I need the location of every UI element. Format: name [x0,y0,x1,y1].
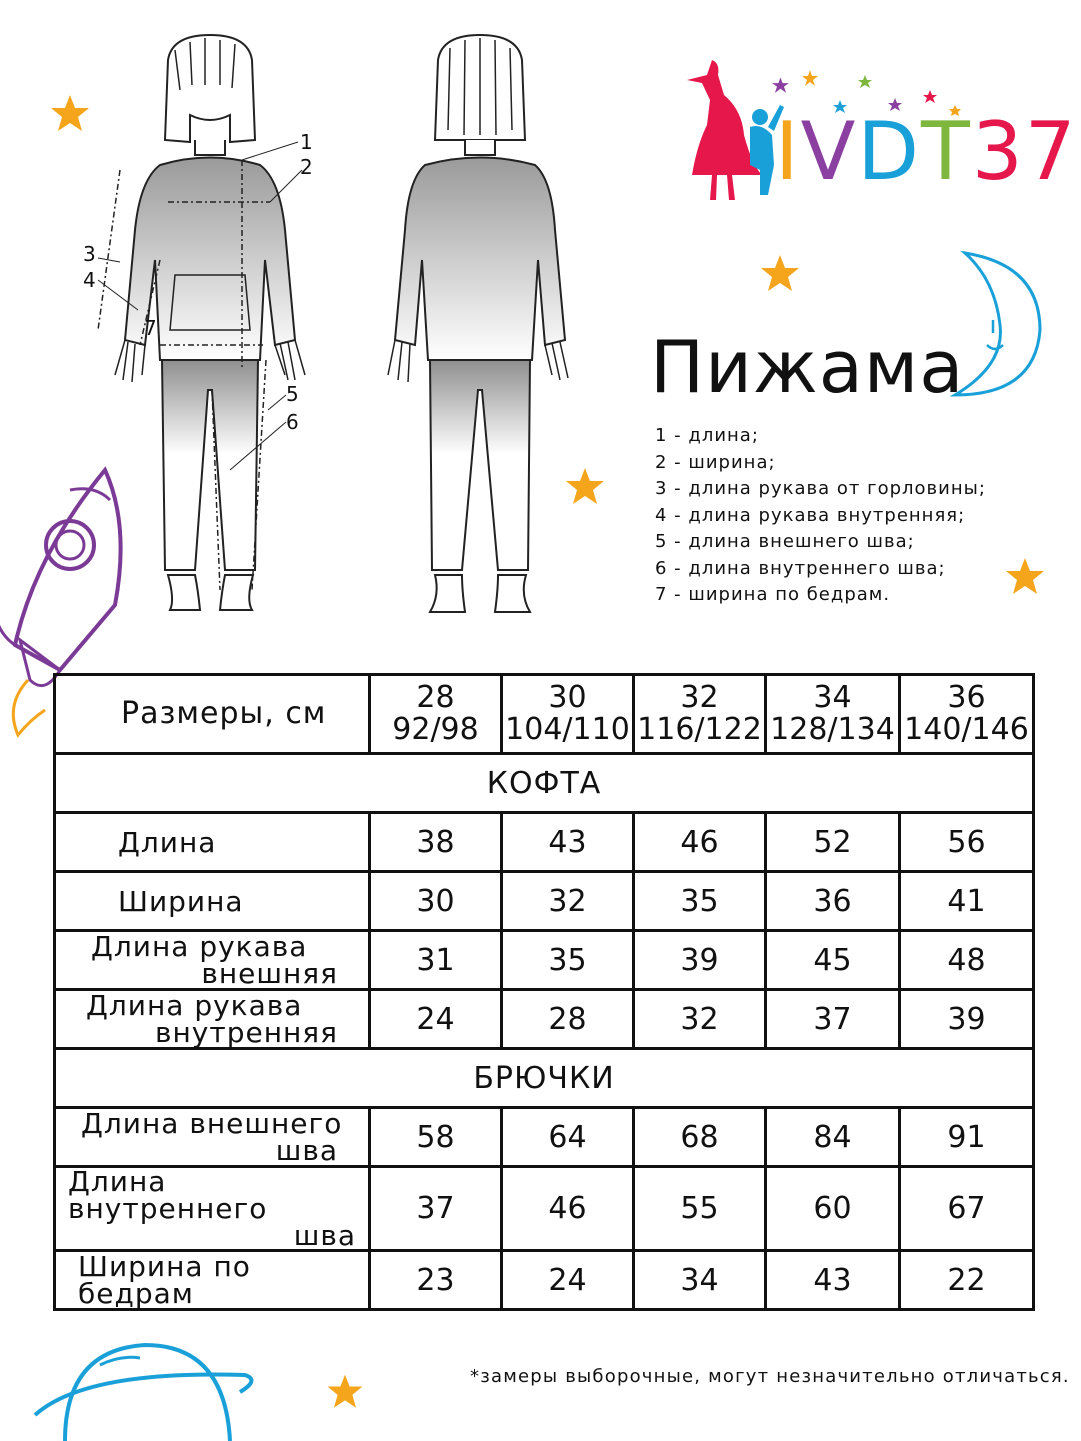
table-cell: 32 [502,872,634,931]
size-height: 92/98 [392,712,479,747]
table-cell: 23 [370,1251,502,1310]
table-cell: 48 [900,931,1034,990]
table-cell: 43 [502,813,634,872]
star-icon [755,250,805,300]
brand-letter-5: 3 [971,105,1025,198]
table-cell: 32 [634,990,766,1049]
legend-item: 5 - длина внешнего шва; [655,531,915,552]
size-header [900,675,1034,754]
table-header-row [55,675,1034,754]
table-cell: 22 [900,1251,1034,1310]
row-label [55,990,370,1049]
size-height: 104/110 [505,712,630,747]
size-number: 32 [680,680,719,715]
table-cell: 55 [634,1167,766,1251]
legend-item: 3 - длина рукава от горловины; [655,478,986,499]
table-cell: 36 [766,872,900,931]
table-cell: 37 [766,990,900,1049]
row-label-line2: внутренняя [155,1016,338,1049]
table-cell: 41 [900,872,1034,931]
row-label [55,1167,370,1251]
brand-letter-4: T [920,105,972,198]
table-cell: 34 [634,1251,766,1310]
row-label [55,931,370,990]
table-cell: 84 [766,1108,900,1167]
diagram-label-7: 7 [144,316,157,340]
size-number: 36 [947,680,986,715]
size-header [370,675,502,754]
table-cell: 64 [502,1108,634,1167]
diagram-label-4: 4 [83,268,96,292]
size-table [53,673,1035,1311]
table-row [55,931,1034,990]
row-label-line1: Длина внутреннего [68,1165,268,1225]
table-cell: 30 [370,872,502,931]
table-cell: 31 [370,931,502,990]
table-cell: 35 [502,931,634,990]
page-title: Пижама [650,325,965,409]
section-row [55,1049,1034,1108]
planet-icon [25,1320,255,1441]
size-height: 116/122 [637,712,762,747]
footnote: *замеры выборочные, могут незначительно отличаться. [470,1366,1070,1387]
diagram-label-3: 3 [83,242,96,266]
table-cell: 28 [502,990,634,1049]
table-cell: 45 [766,931,900,990]
legend-item: 7 - ширина по бедрам. [655,584,891,605]
star-icon [322,1370,368,1416]
size-height: 140/146 [904,712,1029,747]
table-row [55,872,1034,931]
table-row [55,813,1034,872]
table-cell: 91 [900,1108,1034,1167]
table-row [55,1108,1034,1167]
brand-logo-text [775,105,1078,198]
table-cell: 24 [370,990,502,1049]
table-cell: 46 [634,813,766,872]
table-cell: 24 [502,1251,634,1310]
table-cell: 68 [634,1108,766,1167]
row-label: Ширина [55,872,370,931]
size-number: 30 [548,680,587,715]
brand-letter-3: D [857,105,921,198]
table-row [55,1251,1034,1310]
measurement-legend [655,423,986,609]
table-cell: 39 [900,990,1034,1049]
size-number: 34 [813,680,852,715]
header-label: Размеры, см [55,675,370,754]
diagram-label-5: 5 [286,382,299,406]
brand-letter-1: I [775,105,801,198]
table-cell: 46 [502,1167,634,1251]
row-label-line2: шва [293,1219,356,1252]
table-cell: 37 [370,1167,502,1251]
size-height: 128/134 [770,712,895,747]
diagram-label-6: 6 [286,410,299,434]
star-icon [560,463,610,513]
size-header [766,675,900,754]
table-cell: 58 [370,1108,502,1167]
table-cell: 39 [634,931,766,990]
table-cell: 56 [900,813,1034,872]
legend-item: 2 - ширина; [655,451,776,473]
legend-item: 4 - длина рукава внутренняя; [655,504,966,526]
row-label-line1: Длина рукава [91,930,308,963]
section-title: КОФТА [55,754,1034,813]
row-label-line2: шва [275,1134,338,1167]
size-header [634,675,766,754]
section-title: БРЮЧКИ [55,1049,1034,1108]
back-figure-illustration [380,30,580,630]
size-number: 28 [416,680,455,715]
table-cell: 60 [766,1167,900,1251]
star-icon [1000,553,1050,603]
table-cell: 43 [766,1251,900,1310]
diagram-label-1: 1 [300,130,313,154]
star-icon [45,90,95,140]
size-header [502,675,634,754]
legend-item: 1 - длина; [655,425,759,446]
row-label-line2: внешняя [201,957,338,990]
row-label-line1: Длина внешнего [81,1107,343,1140]
brand-letter-2: V [800,105,858,198]
row-label [55,1108,370,1167]
table-row [55,990,1034,1049]
table-cell: 52 [766,813,900,872]
legend-item: 6 - длина внутреннего шва; [655,557,946,579]
table-cell: 35 [634,872,766,931]
row-label: Длина [55,813,370,872]
section-row [55,754,1034,813]
table-cell: 38 [370,813,502,872]
row-label: Ширина по бедрам [55,1251,370,1310]
diagram-label-2: 2 [300,155,313,179]
row-label-line1: Длина рукава [86,989,303,1022]
brand-letter-6: 7 [1024,105,1078,198]
table-cell: 67 [900,1167,1034,1251]
table-row [55,1167,1034,1251]
